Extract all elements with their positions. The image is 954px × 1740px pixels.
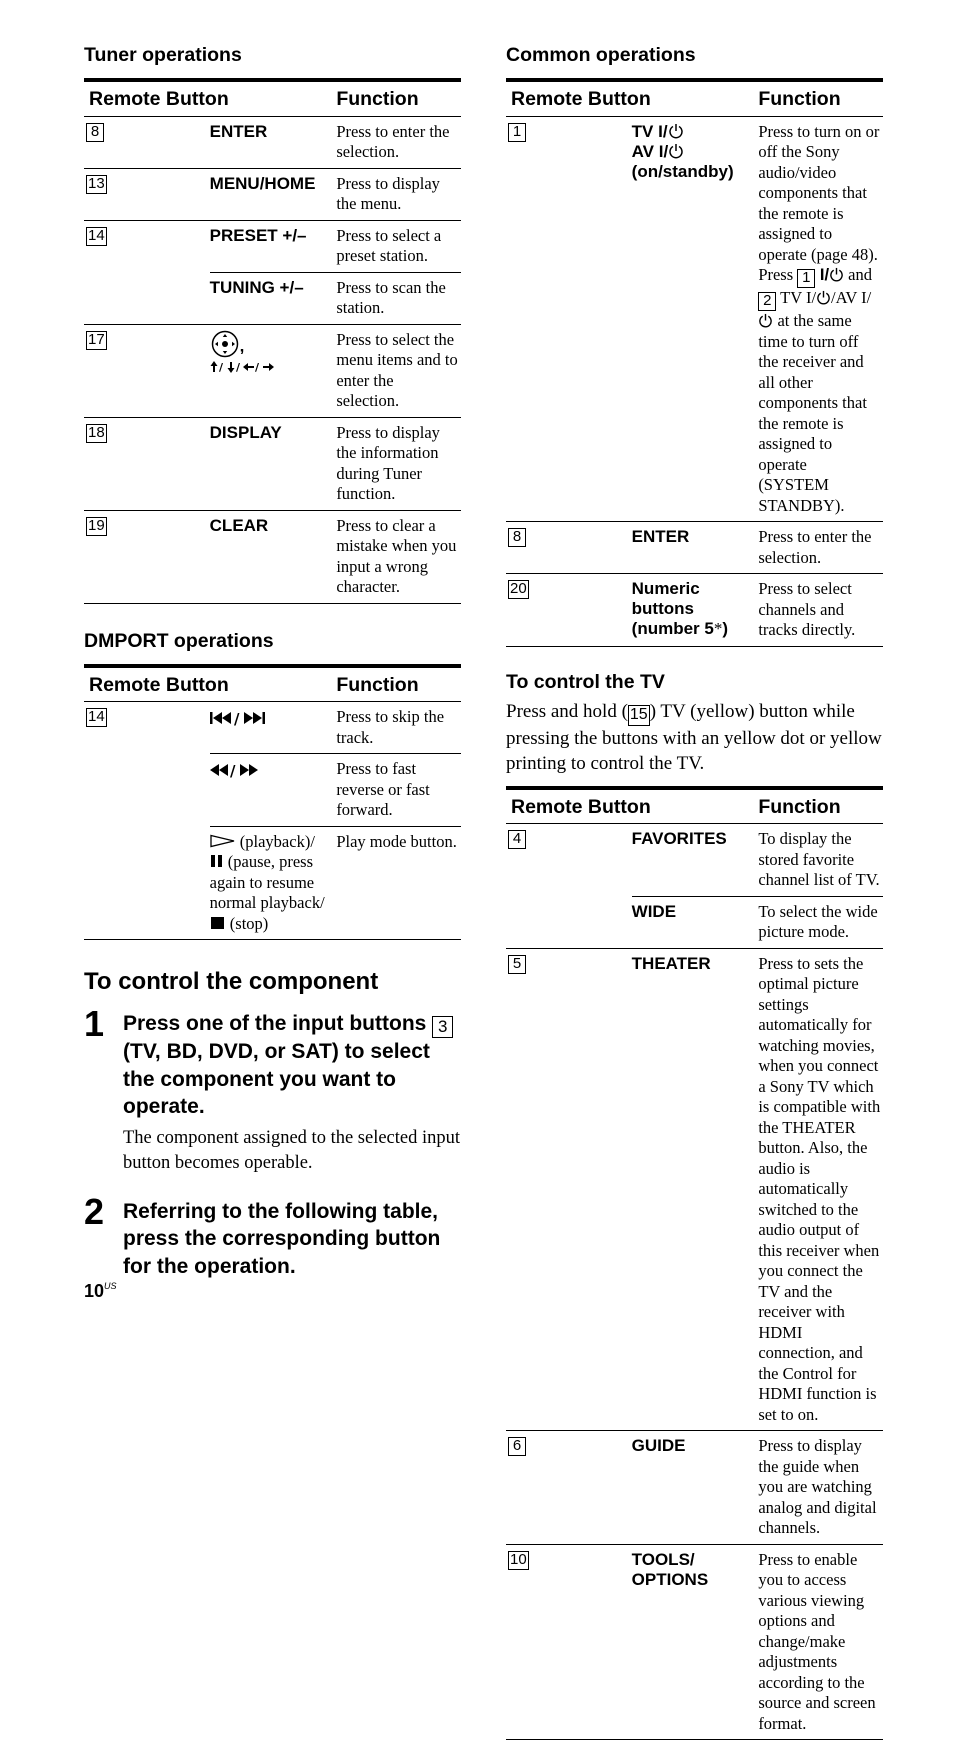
button-number-tag: 13 xyxy=(86,175,107,194)
button-number-tag: 1 xyxy=(797,269,815,288)
page-number xyxy=(84,1281,117,1302)
tuner-section-title: Tuner operations xyxy=(84,44,461,66)
button-number-tag: 17 xyxy=(86,331,107,350)
function-text: Press to select a preset station. xyxy=(335,220,461,272)
function-text: Press to select the menu items and to enter the selection. xyxy=(335,324,461,417)
skip-prev-next-icon xyxy=(210,710,286,726)
dmport-table xyxy=(84,664,461,941)
table-row xyxy=(84,510,461,603)
rewind-fastforward-icon xyxy=(210,762,280,778)
step-1 xyxy=(84,1010,461,1176)
button-label: THEATER xyxy=(632,948,758,1431)
button-label-line: (on/standby) xyxy=(632,162,758,182)
step-text-part: (TV, BD, DVD, or SAT) to select the component you want to operate. xyxy=(123,1040,430,1118)
step-number: 1 xyxy=(84,1004,104,1044)
power-icon xyxy=(668,143,684,159)
step-description: The component assigned to the selected input button becomes operable. xyxy=(123,1126,461,1176)
tv-table xyxy=(506,786,883,1740)
button-number-tag: 8 xyxy=(508,528,526,547)
table-row xyxy=(84,116,461,168)
function-text: Press to scan the station. xyxy=(335,272,461,324)
table-row xyxy=(84,702,461,754)
button-label-line: ) xyxy=(722,619,728,638)
button-label: FAVORITES xyxy=(632,824,758,897)
button-label xyxy=(632,1544,758,1740)
button-number-tag: 8 xyxy=(86,123,104,142)
tuner-table xyxy=(84,78,461,604)
table-row xyxy=(506,824,883,897)
button-label: PRESET +/– xyxy=(210,220,336,272)
button-number-tag: 14 xyxy=(86,708,107,727)
button-number-tag: 2 xyxy=(758,292,776,311)
function-text: Press to select channels and tracks directly. xyxy=(757,574,883,647)
step-number: 2 xyxy=(84,1192,104,1232)
page-number-suffix: US xyxy=(104,1281,117,1291)
button-label xyxy=(632,574,758,647)
left-column xyxy=(84,40,461,1280)
table-row xyxy=(84,220,461,272)
page-number-value: 10 xyxy=(84,1281,104,1301)
intro-part: ) TV (yellow) button while pressing the buttons with an yellow dot or yellow printing to control the TV. xyxy=(506,701,882,774)
dmport-section-title: DMPORT operations xyxy=(84,630,461,652)
tv-section-title: To control the TV xyxy=(506,671,883,693)
table-row xyxy=(84,272,461,324)
svg-text:/: / xyxy=(234,710,240,728)
button-number-tag: 3 xyxy=(432,1016,453,1038)
button-label: ENTER xyxy=(210,116,336,168)
step-2 xyxy=(84,1198,461,1281)
button-label: MENU/HOME xyxy=(210,168,336,220)
button-number-tag: 14 xyxy=(86,227,107,246)
button-number-tag: 4 xyxy=(508,830,526,849)
stop-icon xyxy=(210,916,226,930)
function-text: Press to enter the selection. xyxy=(757,522,883,574)
playback-label: (playback)/ xyxy=(236,832,315,851)
button-label xyxy=(210,754,336,827)
button-label: , / / / xyxy=(210,324,336,417)
button-number-tag: 19 xyxy=(86,517,107,536)
table-row xyxy=(506,574,883,647)
button-number-tag: 10 xyxy=(508,1551,529,1570)
header-function: Function xyxy=(757,80,883,116)
power-icon xyxy=(816,290,831,305)
step-text-part: Press one of the input buttons xyxy=(123,1012,432,1035)
header-remote-button: Remote Button xyxy=(84,80,335,116)
asterisk: * xyxy=(714,619,723,638)
common-section-title: Common operations xyxy=(506,44,883,66)
function-text-part: Press xyxy=(758,265,797,284)
arrow-up-down-left-right-icon xyxy=(210,360,276,374)
header-function: Function xyxy=(335,666,461,702)
header-function: Function xyxy=(757,788,883,824)
button-number-tag: 18 xyxy=(86,424,107,443)
pause-icon xyxy=(210,854,224,868)
table-row xyxy=(506,1431,883,1545)
button-label-line: TV I/ xyxy=(632,122,668,141)
table-row xyxy=(506,116,883,522)
function-text-part: /AV I/ xyxy=(831,288,871,307)
table-row xyxy=(506,522,883,574)
button-label: CLEAR xyxy=(210,510,336,603)
function-text: Press to display the guide when you are watching analog and digital channels. xyxy=(757,1431,883,1545)
button-label-line: buttons xyxy=(632,599,758,619)
svg-text:/: / xyxy=(236,361,241,374)
table-row xyxy=(84,168,461,220)
joystick-icon xyxy=(210,330,240,358)
button-label: GUIDE xyxy=(632,1431,758,1545)
power-icon xyxy=(668,123,684,139)
function-text-part: at the same time to turn off the receiver and all other components that the remote is assigned to operate (SYSTEM STANDBY). xyxy=(758,311,867,515)
svg-text:/: / xyxy=(230,762,236,780)
function-text: Press to skip the track. xyxy=(335,702,461,754)
button-label-line: OPTIONS xyxy=(632,1570,758,1590)
button-label xyxy=(632,116,758,522)
common-table xyxy=(506,78,883,647)
header-function: Function xyxy=(335,80,461,116)
button-label-line: TOOLS/ xyxy=(632,1550,758,1570)
button-number-tag: 20 xyxy=(508,580,529,599)
function-text-part: I/ xyxy=(815,266,829,284)
table-row xyxy=(506,948,883,1431)
table-row xyxy=(506,1544,883,1740)
button-number-tag: 1 xyxy=(508,123,526,142)
tv-intro xyxy=(506,699,883,776)
pause-label: (pause, press again to resume normal playback/ xyxy=(210,852,325,912)
function-text: To display the stored favorite channel list of TV. xyxy=(757,824,883,897)
button-label: DISPLAY xyxy=(210,417,336,510)
play-icon xyxy=(210,834,236,848)
button-label-line: Numeric xyxy=(632,579,758,599)
button-label-line: AV I/ xyxy=(632,142,669,161)
header-remote-button: Remote Button xyxy=(506,788,757,824)
function-text: Press to clear a mistake when you input a wrong character. xyxy=(335,510,461,603)
button-label: ENTER xyxy=(632,522,758,574)
function-text-part: Press to turn on or off the Sony audio/video components that the remote is assigned to operate (page 48). xyxy=(758,122,879,264)
function-text: To select the wide picture mode. xyxy=(757,896,883,948)
button-number-tag: 6 xyxy=(508,1437,526,1456)
function-text: Press to sets the optimal picture settings automatically for watching movies, when you connect a Sony TV which is compatible with the THEATER button. Also, the audio is automatically switched to the audio output of this receiver when you connect the TV and the receiver with HDMI connection, and the Control for HDMI function is set to on. xyxy=(757,948,883,1431)
step-text xyxy=(123,1010,461,1121)
function-text: Press to enter the selection. xyxy=(335,116,461,168)
table-row xyxy=(84,324,461,417)
function-text: Press to enable you to access various viewing options and change/make adjustments according to the source and screen format. xyxy=(757,1544,883,1740)
intro-part: Press and hold ( xyxy=(506,701,628,722)
svg-text:/: / xyxy=(255,361,260,374)
function-text xyxy=(757,116,883,522)
table-row xyxy=(506,896,883,948)
header-remote-button: Remote Button xyxy=(506,80,757,116)
power-icon xyxy=(758,313,773,328)
svg-text:/: / xyxy=(219,361,224,374)
function-text: Press to display the information during Tuner function. xyxy=(335,417,461,510)
button-number-tag: 5 xyxy=(508,955,526,974)
button-label xyxy=(210,702,336,754)
function-text-part: and xyxy=(844,265,872,284)
function-text: Press to display the menu. xyxy=(335,168,461,220)
step-text: Referring to the following table, press the corresponding button for the operation. xyxy=(123,1198,461,1281)
table-row xyxy=(84,417,461,510)
button-label: WIDE xyxy=(632,896,758,948)
button-label-line: (number 5 xyxy=(632,619,714,638)
component-heading: To control the component xyxy=(84,968,461,996)
function-text: Play mode button. xyxy=(335,826,461,940)
stop-label: (stop) xyxy=(226,914,269,933)
table-row xyxy=(84,826,461,940)
button-label: TUNING +/– xyxy=(210,272,336,324)
button-number-tag: 15 xyxy=(628,705,650,726)
right-column xyxy=(506,40,883,1740)
function-text: Press to fast reverse or fast forward. xyxy=(335,754,461,827)
button-label xyxy=(210,826,336,940)
power-icon xyxy=(829,267,844,282)
header-remote-button: Remote Button xyxy=(84,666,335,702)
function-text-part: TV I/ xyxy=(776,288,816,307)
table-row xyxy=(84,754,461,827)
